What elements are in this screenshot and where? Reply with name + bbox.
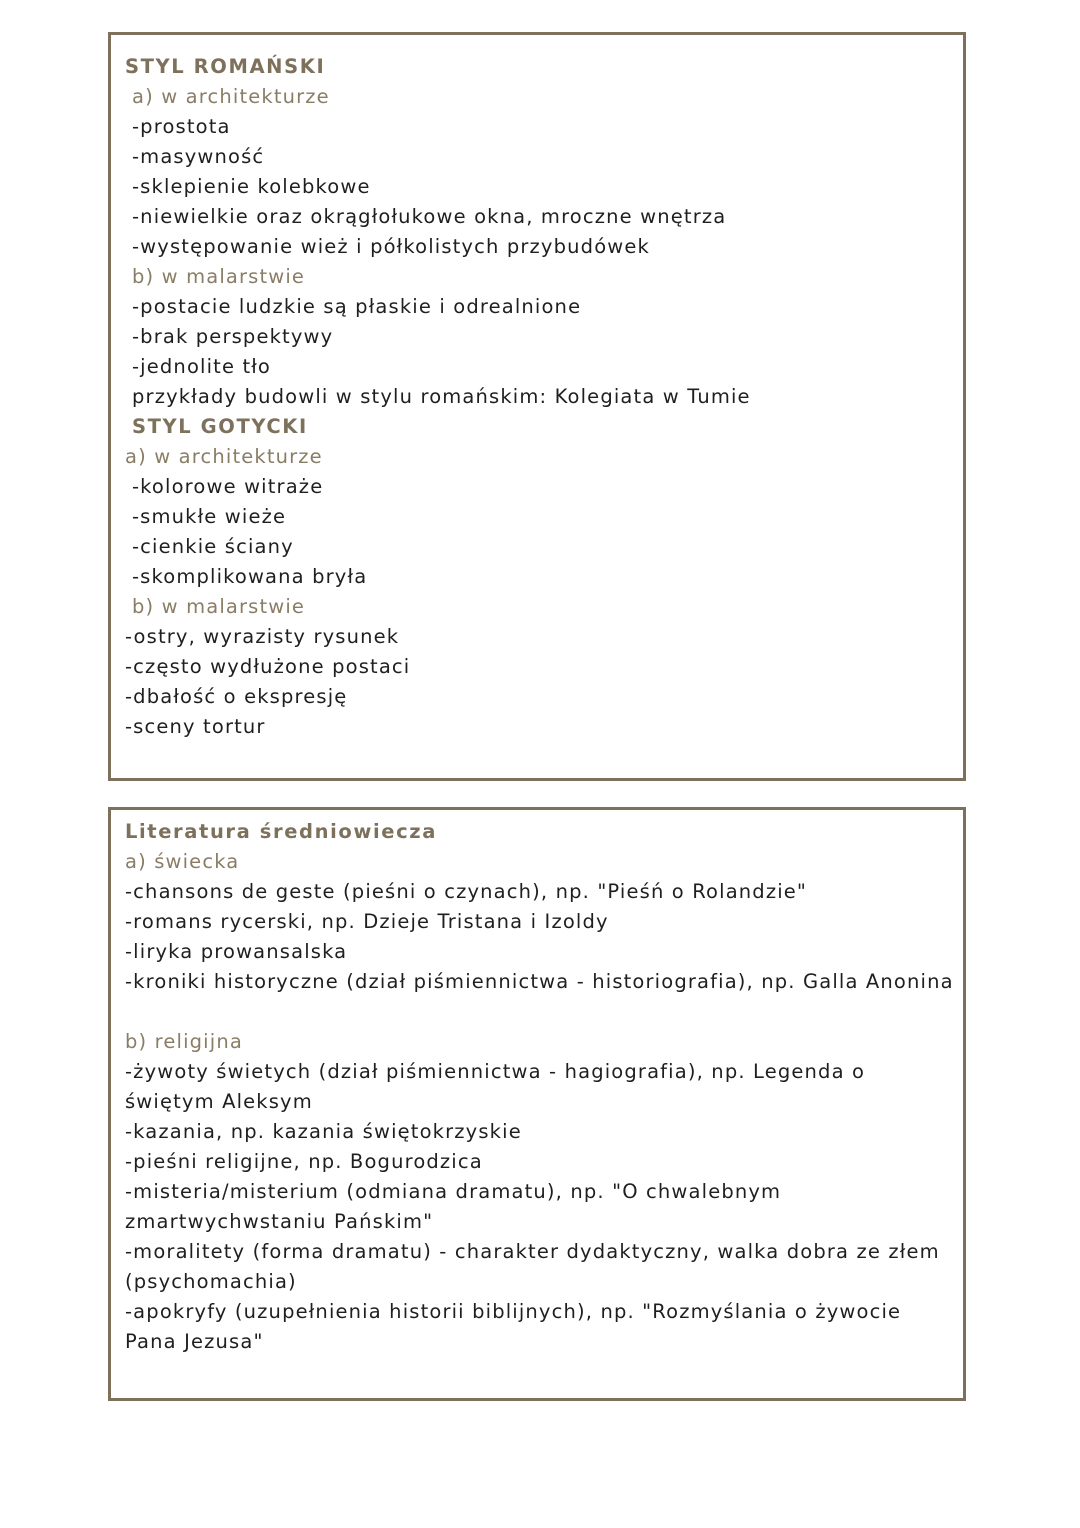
list-item: -cienkie ściany xyxy=(132,535,294,558)
list-item: -dbałość o ekspresję xyxy=(125,685,348,708)
list-item: -romans rycerski, np. Dzieje Tristana i Izoldy xyxy=(125,910,609,933)
list-item: -smukłe wieże xyxy=(132,505,287,528)
list-item: -jednolite tło xyxy=(132,355,272,378)
list-item: -skomplikowana bryła xyxy=(132,565,368,588)
list-item: -apokryfy (uzupełnienia historii biblijnych), np. "Rozmyślania o żywocie Pana Jezusa" xyxy=(125,1300,902,1353)
romanesque-examples: przykłady budowli w stylu romańskim: Kolegiata w Tumie xyxy=(132,385,751,408)
list-item: -ostry, wyrazisty rysunek xyxy=(125,625,400,648)
list-item: -misteria/misterium (odmiana dramatu), np. "O chwalebnym zmartwychwstaniu Pańskim" xyxy=(125,1180,782,1233)
list-item: -żywoty świetych (dział piśmiennictwa - hagiografia), np. Legenda o świętym Aleksym xyxy=(125,1060,866,1113)
list-item: -występowanie wież i półkolistych przybudówek xyxy=(132,235,650,258)
list-item: -moralitety (forma dramatu) - charakter dydaktyczny, walka dobra ze złem (psychomachia) xyxy=(125,1240,940,1293)
list-item: -prostota xyxy=(132,115,231,138)
list-item: -kazania, np. kazania świętokrzyskie xyxy=(125,1120,522,1143)
list-item: -niewielkie oraz okrągłołukowe okna, mroczne wnętrza xyxy=(132,205,727,228)
gothic-architecture-label: a) w architekturze xyxy=(125,445,323,468)
list-item: -pieśni religijne, np. Bogurodzica xyxy=(125,1150,483,1173)
list-item: -często wydłużone postaci xyxy=(125,655,411,678)
literature-box xyxy=(108,807,966,1401)
list-item: -kolorowe witraże xyxy=(132,475,324,498)
list-item: -sceny tortur xyxy=(125,715,266,738)
spacer xyxy=(125,997,953,1027)
list-item: -chansons de geste (pieśni o czynach), np. "Pieśń o Rolandzie" xyxy=(125,880,808,903)
romanesque-painting-label: b) w malarstwie xyxy=(132,265,306,288)
list-item: -brak perspektywy xyxy=(132,325,334,348)
list-item: -masywność xyxy=(132,145,265,168)
list-item: -postacie ludzkie są płaskie i odrealnione xyxy=(132,295,582,318)
romanesque-architecture-label: a) w architekturze xyxy=(132,85,330,108)
list-item: -kroniki historyczne (dział piśmiennictwa - historiografia), np. Galla Anonina xyxy=(125,970,954,993)
literature-content xyxy=(125,817,953,1357)
gothic-painting-label: b) w malarstwie xyxy=(132,595,306,618)
literature-secular-label: a) świecka xyxy=(125,850,240,873)
literature-religious-label: b) religijna xyxy=(125,1030,243,1053)
list-item: -sklepienie kolebkowe xyxy=(132,175,371,198)
list-item: -liryka prowansalska xyxy=(125,940,348,963)
romanesque-title: STYL ROMAŃSKI xyxy=(125,55,326,78)
gothic-title: STYL GOTYCKI xyxy=(132,415,308,438)
literature-title: Literatura średniowiecza xyxy=(125,820,437,843)
art-styles-content xyxy=(125,52,953,742)
art-styles-box xyxy=(108,32,966,781)
